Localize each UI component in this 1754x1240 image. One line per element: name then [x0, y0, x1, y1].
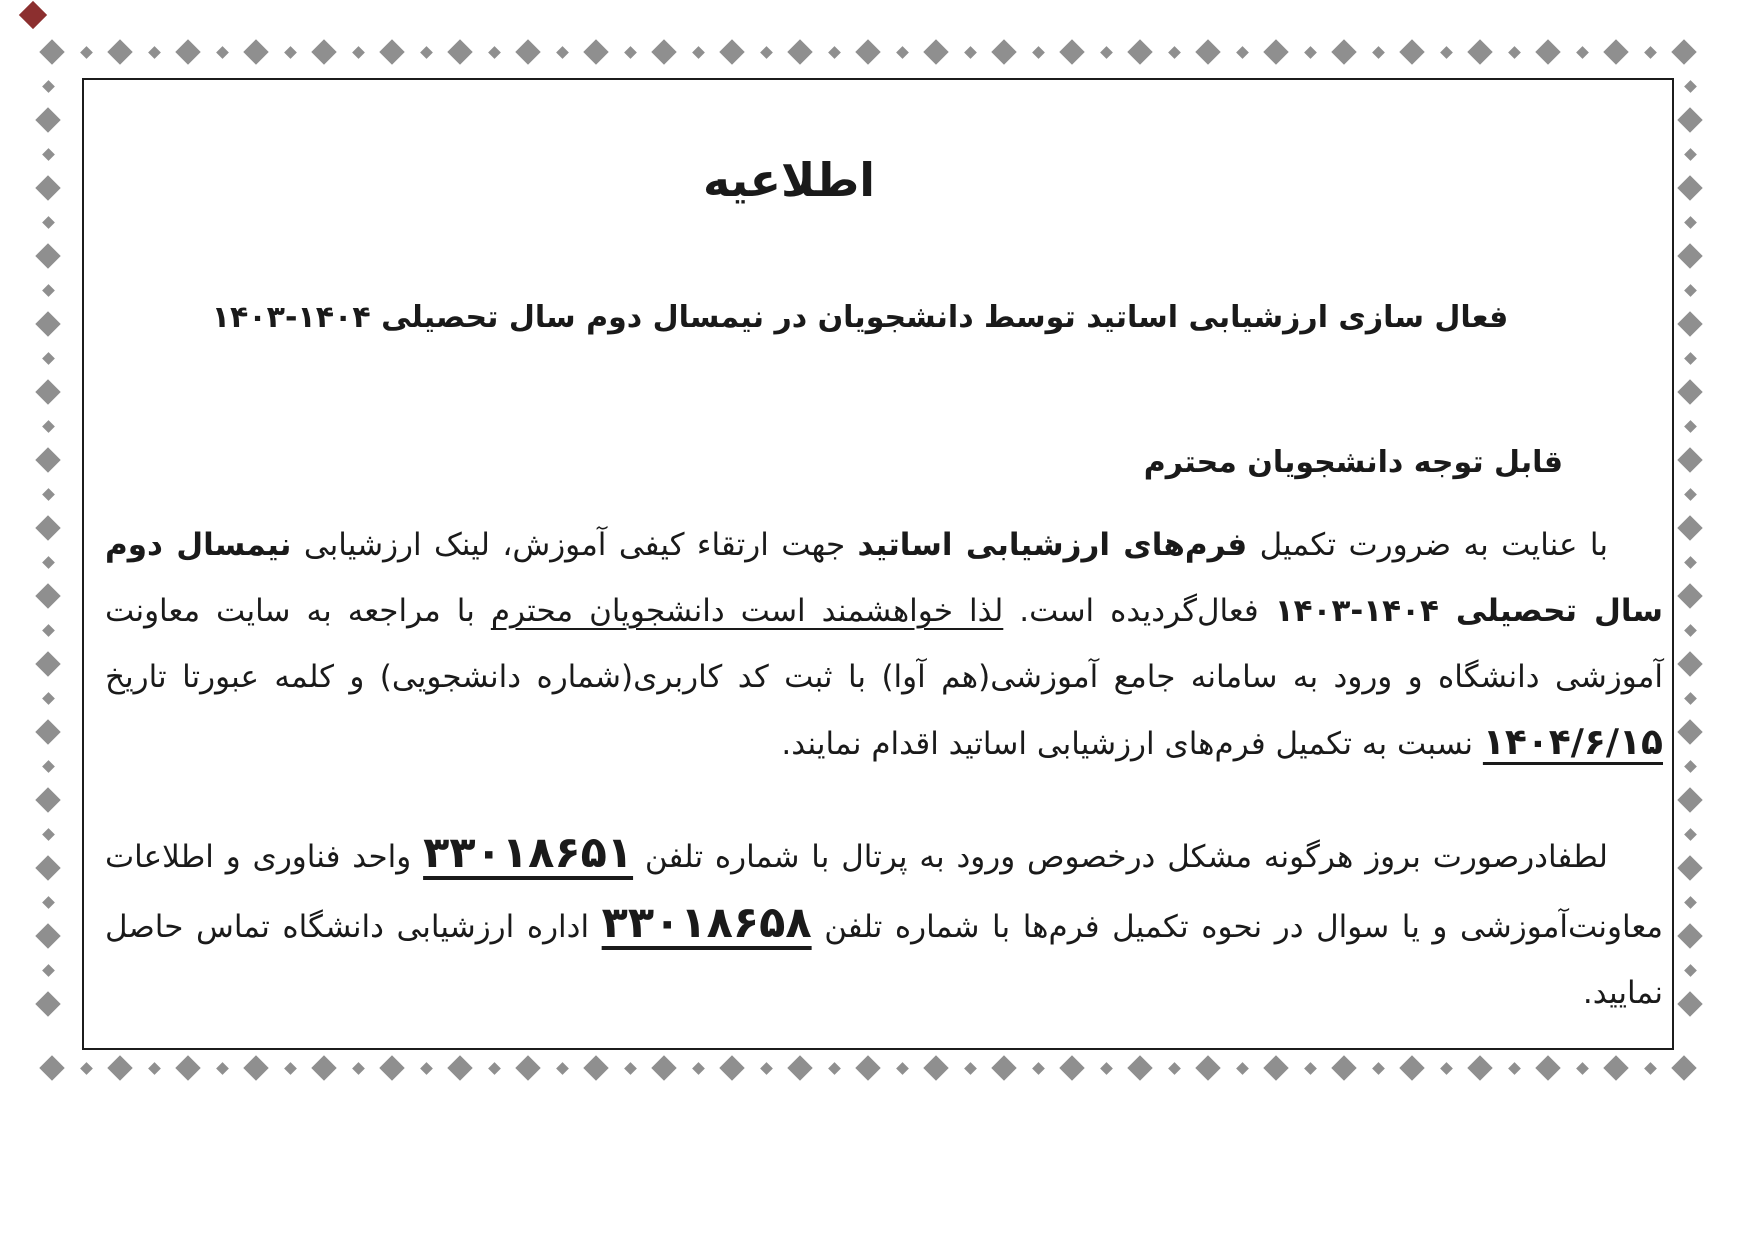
- diamond-icon: [216, 1062, 229, 1075]
- diamond-icon: [1576, 46, 1589, 59]
- diamond-icon: [923, 39, 948, 64]
- diamond-icon: [1263, 1055, 1288, 1080]
- diamond-icon: [1535, 39, 1560, 64]
- diamond-icon: [624, 1062, 637, 1075]
- diamond-icon: [42, 692, 55, 705]
- diamond-icon: [311, 1055, 336, 1080]
- deadline-date: ۱۴۰۴/۶/۱۵: [1482, 722, 1663, 763]
- diamond-icon: [1168, 46, 1181, 59]
- diamond-icon: [35, 923, 60, 948]
- diamond-icon: [42, 760, 55, 773]
- diamond-icon: [1059, 1055, 1084, 1080]
- diamond-icon: [828, 46, 841, 59]
- diamond-icon: [1372, 46, 1385, 59]
- diamond-icon: [760, 46, 773, 59]
- diamond-icon: [787, 1055, 812, 1080]
- announcement-subject-heading: فعال سازی ارزشیابی اساتید توسط دانشجویان در نیمسال دوم سال تحصیلی ۱۴۰۴-۱۴۰۳: [211, 300, 1509, 335]
- diamond-icon: [420, 1062, 433, 1075]
- diamond-icon: [692, 1062, 705, 1075]
- diamond-icon: [35, 991, 60, 1016]
- diamond-icon: [991, 1055, 1016, 1080]
- diamond-icon: [1508, 46, 1521, 59]
- diamond-icon: [1644, 1062, 1657, 1075]
- diamond-icon: [107, 1055, 132, 1080]
- text-run: با مراجعه به سایت معاونت آموزشی دانشگاه و ورود به سامانه جامع آموزشی(هم آوا) با ثبت کد کاربری(شماره دانشجویی) و کلمه عبورتا تاریخ: [105, 593, 1663, 695]
- diamond-icon: [1677, 379, 1702, 404]
- diamond-icon: [42, 284, 55, 297]
- diamond-icon: [1684, 964, 1697, 977]
- diamond-icon: [1100, 46, 1113, 59]
- diamond-icon: [896, 1062, 909, 1075]
- underlined-request-students: لذا خواهشمند است دانشجویان محترم: [490, 593, 1004, 629]
- text-run: فعال‌گردیده است.: [1003, 593, 1275, 629]
- diamond-icon: [39, 1055, 64, 1080]
- diamond-icon: [719, 39, 744, 64]
- diamond-icon: [1032, 46, 1045, 59]
- diamond-icon: [1100, 1062, 1113, 1075]
- diamond-icon: [311, 39, 336, 64]
- phone-number-it-unit: ۳۳۰۱۸۶۵۱: [423, 828, 634, 878]
- diamond-icon: [35, 107, 60, 132]
- diamond-icon: [692, 46, 705, 59]
- bold-semester-year: نیمسال دوم سال تحصیلی ۱۴۰۴-۱۴۰۳: [105, 527, 1664, 629]
- text-run: اداره ارزشیابی دانشگاه تماس حاصل نمایید.: [105, 909, 1663, 1011]
- diamond-icon: [243, 39, 268, 64]
- diamond-icon: [1535, 1055, 1560, 1080]
- diamond-icon: [352, 46, 365, 59]
- diamond-icon: [515, 39, 540, 64]
- text-run: نسبت به تکمیل فرم‌های ارزشیابی اساتید اقدام نمایند.: [781, 726, 1483, 762]
- diamond-icon: [651, 1055, 676, 1080]
- diamond-icon: [35, 311, 60, 336]
- diamond-icon: [1677, 583, 1702, 608]
- diamond-icon: [1467, 1055, 1492, 1080]
- diamond-icon: [1127, 1055, 1152, 1080]
- diamond-icon: [1677, 991, 1702, 1016]
- diamond-icon: [1440, 1062, 1453, 1075]
- diamond-icon: [1263, 39, 1288, 64]
- diamond-icon: [35, 515, 60, 540]
- diamond-icon: [1684, 828, 1697, 841]
- diamond-icon: [1684, 80, 1697, 93]
- diamond-icon: [991, 39, 1016, 64]
- diamond-icon: [1644, 46, 1657, 59]
- diamond-icon: [624, 46, 637, 59]
- diamond-icon: [1684, 488, 1697, 501]
- text-run: واحد فناوری و اطلاعات معاونت‌آموزشی و یا سوال در نحوه تکمیل فرم‌ها با شماره تلفن: [105, 839, 1664, 945]
- diamond-icon: [35, 175, 60, 200]
- diamond-icon: [1168, 1062, 1181, 1075]
- diamond-icon: [1304, 1062, 1317, 1075]
- diamond-icon: [447, 39, 472, 64]
- diamond-icon: [42, 80, 55, 93]
- diamond-icon: [42, 828, 55, 841]
- diamond-icon: [420, 46, 433, 59]
- page-title: اطلاعیه: [702, 153, 876, 207]
- text-run: لطفادرصورت بروز هرگونه مشکل درخصوص ورود به پرتال با شماره تلفن: [633, 839, 1608, 875]
- diamond-icon: [1236, 46, 1249, 59]
- diamond-icon: [379, 1055, 404, 1080]
- diamond-icon: [1677, 311, 1702, 336]
- diamond-icon: [488, 46, 501, 59]
- diamond-icon: [1467, 39, 1492, 64]
- diamond-icon: [80, 46, 93, 59]
- diamond-icon: [42, 352, 55, 365]
- diamond-icon: [284, 46, 297, 59]
- diamond-icon: [35, 787, 60, 812]
- diamond-icon: [1684, 624, 1697, 637]
- diamond-icon: [760, 1062, 773, 1075]
- diamond-icon: [1684, 760, 1697, 773]
- diamond-icon: [1372, 1062, 1385, 1075]
- diamond-icon: [243, 1055, 268, 1080]
- diamond-icon: [39, 39, 64, 64]
- diamond-icon: [1677, 243, 1702, 268]
- diamond-icon: [35, 447, 60, 472]
- diamond-icon: [787, 39, 812, 64]
- diamond-icon: [1576, 1062, 1589, 1075]
- diamond-icon: [42, 624, 55, 637]
- diamond-icon: [1677, 787, 1702, 812]
- diamond-icon: [923, 1055, 948, 1080]
- diamond-icon: [379, 39, 404, 64]
- diamond-icon: [1684, 556, 1697, 569]
- diamond-icon: [35, 651, 60, 676]
- diamond-icon: [1684, 896, 1697, 909]
- diamond-icon: [216, 46, 229, 59]
- diamond-icon: [1304, 46, 1317, 59]
- diamond-icon: [1684, 420, 1697, 433]
- diamond-icon: [556, 46, 569, 59]
- diamond-icon: [1684, 148, 1697, 161]
- diamond-icon: [964, 1062, 977, 1075]
- diamond-icon: [148, 1062, 161, 1075]
- diamond-icon: [42, 148, 55, 161]
- diamond-icon: [1677, 515, 1702, 540]
- diamond-icon: [1236, 1062, 1249, 1075]
- diamond-icon: [35, 855, 60, 880]
- paragraph-contact-info: [105, 820, 1663, 1026]
- diamond-icon: [1677, 107, 1702, 132]
- diamond-icon: [1195, 39, 1220, 64]
- diamond-icon: [42, 216, 55, 229]
- diamond-icon: [42, 556, 55, 569]
- diamond-icon: [651, 39, 676, 64]
- diamond-icon: [556, 1062, 569, 1075]
- phone-number-evaluation-office: ۳۳۰۱۸۶۵۸: [601, 898, 812, 948]
- diamond-icon: [1399, 1055, 1424, 1080]
- diamond-icon: [1671, 39, 1696, 64]
- diamond-icon: [148, 46, 161, 59]
- diamond-icon: [855, 1055, 880, 1080]
- diamond-icon: [42, 896, 55, 909]
- diamond-icon: [175, 39, 200, 64]
- diamond-icon: [42, 420, 55, 433]
- diamond-icon: [855, 39, 880, 64]
- diamond-icon: [1677, 175, 1702, 200]
- section-heading-attention-students: قابل توجه دانشجویان محترم: [1143, 445, 1563, 480]
- diamond-icon: [1603, 39, 1628, 64]
- diamond-icon: [583, 39, 608, 64]
- diamond-icon: [1684, 216, 1697, 229]
- diamond-icon: [1195, 1055, 1220, 1080]
- diamond-icon: [35, 583, 60, 608]
- diamond-icon: [896, 46, 909, 59]
- diamond-icon: [515, 1055, 540, 1080]
- diamond-icon: [719, 1055, 744, 1080]
- diamond-icon: [488, 1062, 501, 1075]
- diamond-icon: [1440, 46, 1453, 59]
- diamond-icon: [1684, 284, 1697, 297]
- diamond-icon: [1399, 39, 1424, 64]
- text-run: جهت ارتقاء کیفی آموزش، لینک ارزشیابی: [291, 527, 858, 563]
- diamond-icon: [583, 1055, 608, 1080]
- diamond-icon: [42, 964, 55, 977]
- diamond-icon: [1677, 447, 1702, 472]
- diamond-icon: [1508, 1062, 1521, 1075]
- diamond-icon: [1677, 923, 1702, 948]
- diamond-icon: [1677, 719, 1702, 744]
- text-run: با عنایت به ضرورت تکمیل: [1247, 527, 1608, 563]
- diamond-icon: [35, 719, 60, 744]
- diamond-icon: [1671, 1055, 1696, 1080]
- diamond-icon: [1677, 855, 1702, 880]
- diamond-icon: [964, 46, 977, 59]
- diamond-icon: [107, 39, 132, 64]
- diamond-icon: [1677, 651, 1702, 676]
- diamond-icon: [1032, 1062, 1045, 1075]
- diamond-icon: [352, 1062, 365, 1075]
- diamond-icon: [1684, 352, 1697, 365]
- diamond-icon: [1331, 39, 1356, 64]
- diamond-icon: [1331, 1055, 1356, 1080]
- diamond-icon: [828, 1062, 841, 1075]
- diamond-icon: [35, 379, 60, 404]
- bold-evaluation-forms: فرم‌های ارزشیابی اساتید: [857, 527, 1248, 563]
- diamond-icon: [42, 488, 55, 501]
- diamond-icon: [284, 1062, 297, 1075]
- diamond-icon: [19, 1, 47, 29]
- diamond-icon: [1127, 39, 1152, 64]
- diamond-icon: [1603, 1055, 1628, 1080]
- diamond-icon: [80, 1062, 93, 1075]
- diamond-icon: [447, 1055, 472, 1080]
- diamond-icon: [175, 1055, 200, 1080]
- diamond-icon: [1059, 39, 1084, 64]
- diamond-icon: [35, 243, 60, 268]
- diamond-icon: [1684, 692, 1697, 705]
- paragraph-evaluation-instructions: [105, 512, 1663, 777]
